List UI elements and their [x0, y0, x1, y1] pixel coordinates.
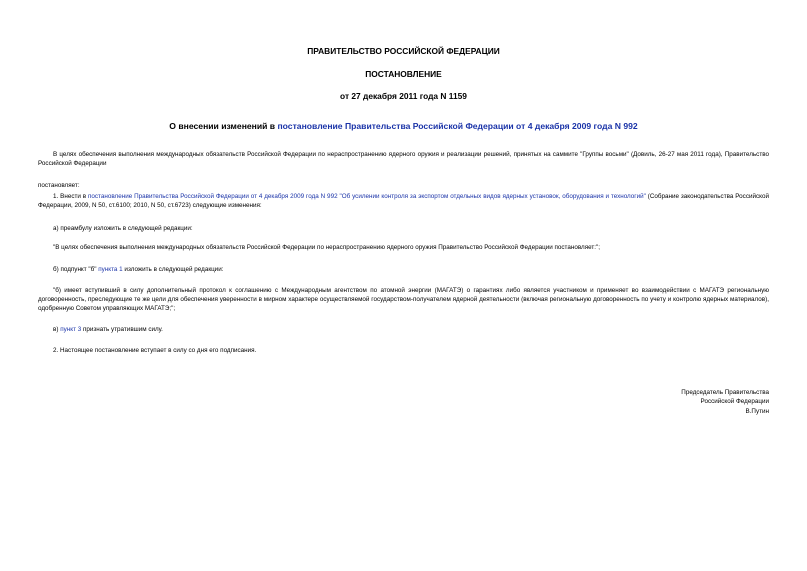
item-b-link-punkt-1[interactable]: пункта 1: [98, 266, 123, 273]
item-1-link-title[interactable]: "Об усилении контроля за экспортом отдельных видов ядерных установок, оборудования и технологий": [339, 193, 646, 200]
item-1-prefix: 1. Внести в: [53, 193, 88, 200]
document-title: [0, 121, 807, 132]
paragraph-subitem-b-text: "б) имеет вступивший в силу дополнительный протокол к соглашению с Международным агентством по атомной энергии (МАГАТЭ) о гарантиях либо является участником и применяет во взаимодействии с МАГАТЭ региональную договоренность, преследующие те же цели для обеспечения уверенности в мирном характере осуществляемой государством-получателем ядерной деятельности (включая региональную договоренность по учету и контролю ядерных материалов), одобренную Советом управляющих МАГАТЭ;";: [38, 287, 769, 313]
signature-position: Председатель Правительства: [681, 389, 769, 396]
paragraph-item-v: [38, 325, 769, 334]
signature-country: Российской Федерации: [700, 398, 769, 406]
header-date-number: от 27 декабря 2011 года N 1159: [340, 91, 467, 101]
paragraph-preamble: В целях обеспечения выполнения международных обязательств Российской Федерации по нераспространению ядерного оружия и реализации решений, принятых на саммите "Группы восьми" (Довиль, 26-27 мая 2011 года), Правительство Российской Федерации: [38, 151, 769, 168]
item-1-link-postanovlenie[interactable]: постановление Правительства Российской Федерации от 4 декабря 2009 года N 992: [87, 193, 338, 200]
paragraph-preamble-text: "В целях обеспечения выполнения международных обязательств Российской Федерации по нераспространению ядерного оружия Правительство Российской Федерации постановляет:";: [53, 244, 601, 251]
item-b-suffix: изложить в следующей редакции:: [122, 266, 224, 273]
header-org: ПРАВИТЕЛЬСТВО РОССИЙСКОЙ ФЕДЕРАЦИИ: [307, 46, 500, 56]
item-v-link-punkt-3[interactable]: пункт 3: [60, 326, 82, 333]
signature-name: В.Путин: [745, 407, 769, 415]
item-b-prefix: б) подпункт "б": [53, 266, 99, 273]
paragraph-item-2: 2. Настоящее постановление вступает в силу со дня его подписания.: [53, 347, 257, 354]
item-1-suffix: (Собрание законодательства Российской Федерации, 2009, N 50, ст.6100; 2010, N 50, ст.6723) следующие изменения:: [38, 193, 769, 210]
title-link-postanovlenie-992[interactable]: постановление Правительства Российской Федерации от 4 декабря 2009 года N 992: [277, 121, 638, 131]
paragraph-postanovlyaet: постановляет:: [38, 182, 80, 189]
item-v-prefix: в): [53, 326, 61, 333]
paragraph-item-a: а) преамбулу изложить в следующей редакции:: [53, 225, 193, 232]
paragraph-item-1: [38, 192, 769, 210]
signature-block: [681, 388, 769, 416]
title-prefix: О внесении изменений в: [169, 121, 278, 131]
item-v-suffix: признать утратившим силу.: [81, 326, 163, 333]
paragraph-item-b: [38, 265, 769, 274]
header-doc-type: ПОСТАНОВЛЕНИЕ: [365, 69, 442, 79]
